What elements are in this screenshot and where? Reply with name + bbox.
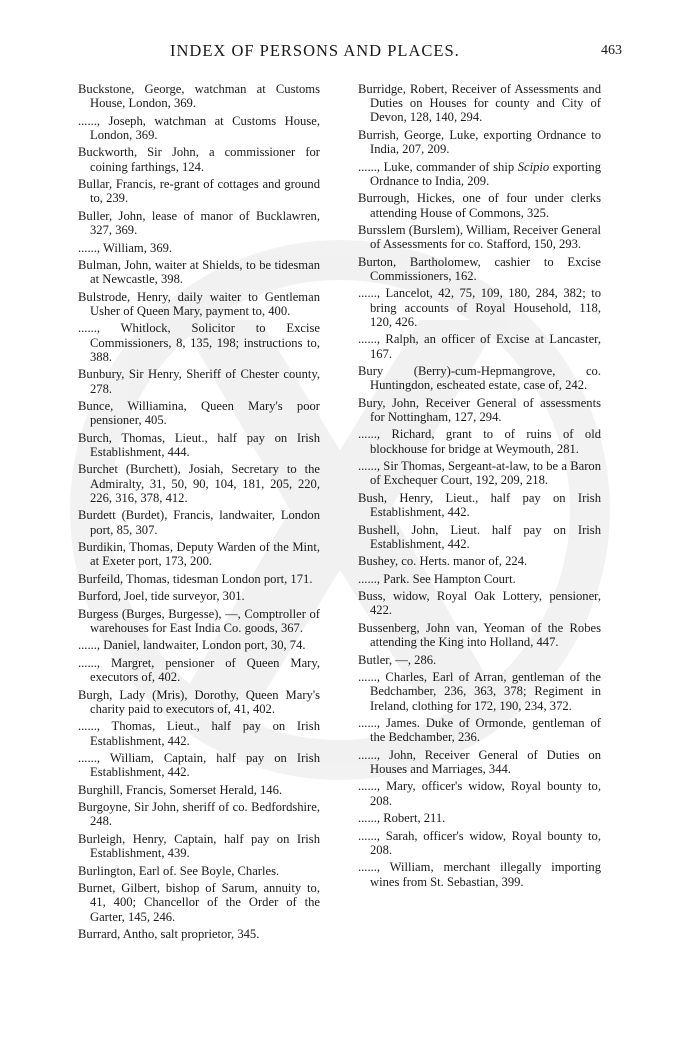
index-entry: ......, Whitlock, Solicitor to Excise Commissioners, 8, 135, 198; instructions to, 388. <box>78 321 320 364</box>
running-title: INDEX OF PERSONS AND PLACES. <box>170 41 460 60</box>
index-entry: Burch, Thomas, Lieut., half pay on Irish Establishment, 444. <box>78 430 320 459</box>
index-entry: Burgh, Lady (Mris), Dorothy, Queen Mary's charity paid to executors of, 41, 402. <box>78 687 320 716</box>
index-entry: ......, William, merchant illegally importing wines from St. Sebastian, 399. <box>358 860 601 889</box>
index-entry: Burleigh, Henry, Captain, half pay on Irish Establishment, 439. <box>78 831 320 861</box>
index-entry: ......, Lancelot, 42, 75, 109, 180, 284, 382; to bring accounts of Royal Household, 118, 120, 426. <box>358 286 601 329</box>
index-entry: Bush, Henry, Lieut., half pay on Irish Establishment, 442. <box>358 490 601 520</box>
index-entry: Burridge, Robert, Receiver of Assessments and Duties on Houses for county and City of Devon, 128, 140, 294. <box>358 82 601 125</box>
index-entry: Bunce, Williamina, Queen Mary's poor pensioner, 405. <box>78 399 320 428</box>
index-entry: Buckstone, George, watchman at Customs House, London, 369. <box>78 82 320 111</box>
index-entry: ......, Park. See Hampton Court. <box>358 571 516 586</box>
page-header <box>0 41 674 67</box>
index-entry: Bussenberg, John van, Yeoman of the Robes attending the King into Holland, 447. <box>358 620 601 650</box>
index-entry: Burford, Joel, tide surveyor, 301. <box>78 589 245 604</box>
index-entry: ......, Mary, officer's widow, Royal bounty to, 208. <box>358 779 601 808</box>
index-entry: ......, Margret, pensioner of Queen Mary, executors of, 402. <box>78 655 320 685</box>
index-entry: Buckworth, Sir John, a commissioner for coining farthings, 124. <box>78 145 320 174</box>
index-entry: Bunbury, Sir Henry, Sheriff of Chester county, 278. <box>78 367 320 396</box>
index-entry: ......, Daniel, landwaiter, London port, 30, 74. <box>78 638 306 653</box>
index-entry: Bury (Berry)-cum-Hepmangrove, co. Huntingdon, escheated estate, case of, 242. <box>358 364 601 393</box>
index-entry: ......, Luke, commander of ship Scipio exporting Ordnance to India, 209. <box>358 159 601 188</box>
index-entry: ......, Robert, 211. <box>358 811 446 826</box>
index-entry: Burnet, Gilbert, bishop of Sarum, annuity to, 41, 400; Chancellor of the Order of the Garter, 145, 246. <box>78 881 320 924</box>
index-entry: ......, Richard, grant to of ruins of old blockhouse for bridge at Weymouth, 281. <box>358 427 601 456</box>
index-entry: ......, John, Receiver General of Duties on Houses and Marriages, 344. <box>358 747 601 776</box>
index-entry: ......, William, 369. <box>78 240 173 255</box>
index-entry: ......, William, Captain, half pay on Irish Establishment, 442. <box>78 751 320 780</box>
index-entry: Burfeild, Thomas, tidesman London port, 171. <box>78 571 313 586</box>
index-entry: Bulman, John, waiter at Shields, to be tidesman at Newcastle, 398. <box>78 258 320 287</box>
index-entry: ......, Thomas, Lieut., half pay on Irish Establishment, 442. <box>78 719 320 748</box>
index-entry: ......, Ralph, an officer of Excise at Lancaster, 167. <box>358 332 601 361</box>
index-entry: Bullar, Francis, re-grant of cottages and ground to, 239. <box>78 177 320 206</box>
index-entry: Burlington, Earl of. See Boyle, Charles. <box>78 863 280 878</box>
index-entry: Bushell, John, Lieut. half pay on Irish Establishment, 442. <box>358 522 601 551</box>
index-column-right <box>358 82 601 892</box>
index-entry: Bushey, co. Herts. manor of, 224. <box>358 554 528 569</box>
index-entry: Buss, widow, Royal Oak Lottery, pensioner, 422. <box>358 589 601 618</box>
index-entry: Bulstrode, Henry, daily waiter to Gentleman Usher of Queen Mary, payment to, 400. <box>78 289 320 318</box>
index-column-left <box>78 82 320 945</box>
index-entry: Burgoyne, Sir John, sheriff of co. Bedfordshire, 248. <box>78 800 320 829</box>
index-entry: Burdikin, Thomas, Deputy Warden of the Mint, at Exeter port, 173, 200. <box>78 540 320 569</box>
index-entry: Bury, John, Receiver General of assessments for Nottingham, 127, 294. <box>358 395 601 424</box>
index-entry: ......, Joseph, watchman at Customs House, London, 369. <box>78 113 320 142</box>
index-entry: ......, Charles, Earl of Arran, gentleman of the Bedchamber, 236, 363, 378; Regiment in Ireland, clothing for 172, 190, 234, 372. <box>358 670 601 713</box>
index-entry: Burrish, George, Luke, exporting Ordnance to India, 207, 209. <box>358 127 601 157</box>
index-entry: Bursslem (Burslem), William, Receiver General of Assessments for co. Stafford, 150, 293. <box>358 223 601 252</box>
index-entry: Burgess (Burges, Burgesse), —, Comptroller of warehouses for East India Co. goods, 367. <box>78 606 320 635</box>
index-entry: ......, James. Duke of Ormonde, gentleman of the Bedchamber, 236. <box>358 716 601 745</box>
index-entry: ......, Sir Thomas, Sergeant-at-law, to be a Baron of Exchequer Court, 192, 209, 218. <box>358 459 601 488</box>
index-entry: Burrough, Hickes, one of four under clerks attending House of Commons, 325. <box>358 191 601 220</box>
index-entry: Buller, John, lease of manor of Bucklawren, 327, 369. <box>78 208 320 238</box>
index-entry: Burdett (Burdet), Francis, landwaiter, London port, 85, 307. <box>78 508 320 537</box>
index-entry: Burton, Bartholomew, cashier to Excise Commissioners, 162. <box>358 254 601 283</box>
index-entry: Burchet (Burchett), Josiah, Secretary to the Admiralty, 31, 50, 90, 104, 181, 205, 220, 226, 316, 378, 412. <box>78 462 320 505</box>
page-number: 463 <box>601 43 622 58</box>
index-entry: Burghill, Francis, Somerset Herald, 146. <box>78 782 283 797</box>
index-entry: Butler, —, 286. <box>358 652 437 667</box>
index-entry: Burrard, Antho, salt proprietor, 345. <box>78 927 260 942</box>
index-entry: ......, Sarah, officer's widow, Royal bounty to, 208. <box>358 828 601 857</box>
